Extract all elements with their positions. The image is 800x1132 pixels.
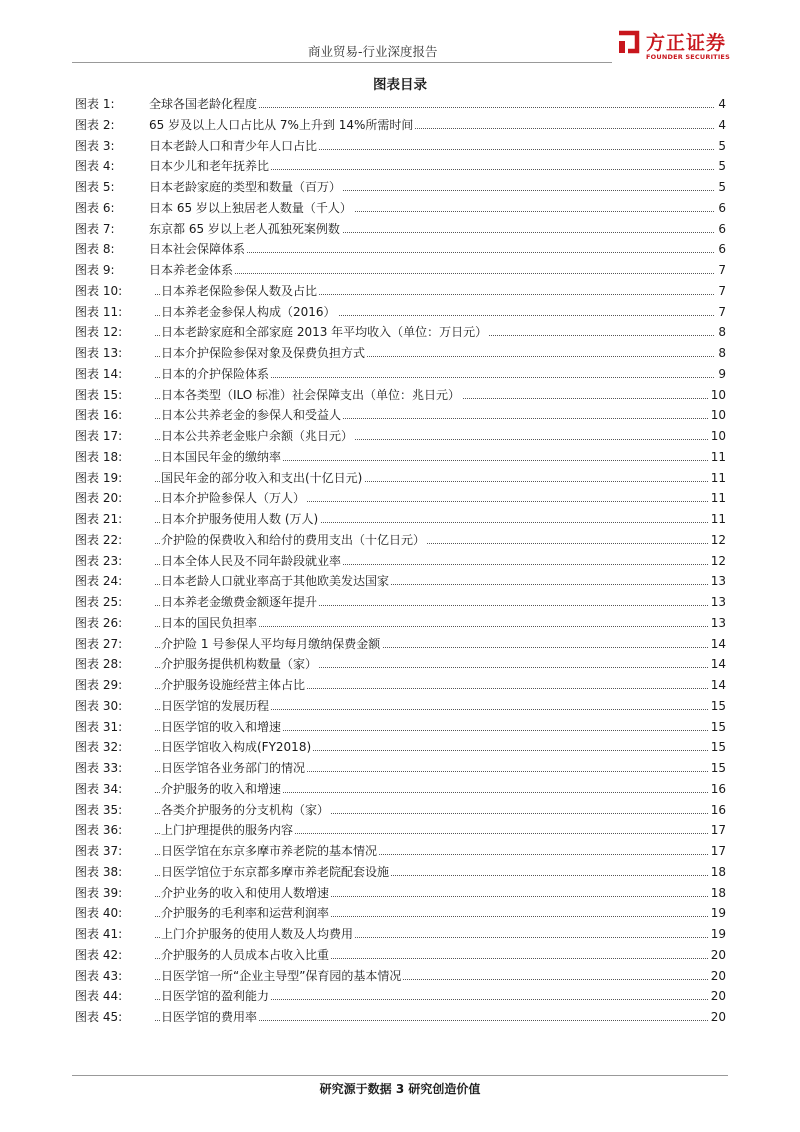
toc-entry-label: 图表 21:	[75, 512, 123, 526]
toc-entry-label: 图表 23:	[75, 553, 123, 568]
toc-entry-page[interactable]: 7	[716, 302, 726, 323]
toc-entry-title[interactable]: 日本老龄家庭和全部家庭 2013 年平均收入（单位：万日元）	[161, 322, 489, 343]
toc-entry[interactable]	[75, 945, 726, 966]
toc-entry-label: 图表 20:	[75, 491, 123, 506]
toc-entry-title[interactable]: 日本介护保险参保对象及保费负担方式	[161, 343, 367, 364]
brand-logo	[616, 28, 736, 68]
toc-entry-label: 图表 33:	[75, 761, 123, 775]
toc-entry-title[interactable]: 日本 65 岁以上独居老人数量（千人）	[149, 198, 354, 219]
brand-name-en: FOUNDER SECURITIES	[646, 53, 730, 61]
toc-entry[interactable]	[75, 841, 726, 862]
toc-entry-page[interactable]: 15	[709, 717, 726, 738]
toc-entry-label: 图表 32:	[75, 740, 123, 755]
toc-dot-leader	[155, 273, 714, 274]
toc-entry-label: 图表 15:	[75, 387, 123, 402]
toc-entry[interactable]	[75, 281, 726, 302]
toc-entry-page[interactable]: 8	[716, 322, 726, 343]
toc-entry-page[interactable]: 13	[709, 571, 726, 592]
toc-entry-label: 图表 25:	[75, 595, 123, 609]
toc-entry-label: 图表 22:	[75, 532, 123, 547]
toc-entry[interactable]	[75, 883, 726, 904]
toc-entry-title[interactable]: 日医学馆收入构成(FY2018)	[161, 737, 313, 758]
toc-entry[interactable]	[75, 717, 726, 738]
toc-entry[interactable]	[75, 343, 726, 364]
toc-entry[interactable]	[75, 820, 726, 841]
toc-entry-title[interactable]: 日医学馆的盈利能力	[161, 986, 271, 1007]
toc-entry[interactable]	[75, 779, 726, 800]
toc-entry-title[interactable]: 日医学馆一所“企业主导型”保育园的基本情况	[161, 966, 403, 987]
toc-entry[interactable]	[75, 696, 726, 717]
toc-entry-page[interactable]: 13	[709, 592, 726, 613]
toc-entry-label: 图表 16:	[75, 408, 123, 423]
toc-entry-page[interactable]: 15	[709, 758, 726, 779]
toc-entry-page[interactable]: 17	[709, 841, 726, 862]
toc-entry-page[interactable]: 18	[709, 883, 726, 904]
toc-entry-title[interactable]: 日医学馆的费用率	[161, 1007, 259, 1028]
toc-entry-page[interactable]: 12	[709, 530, 726, 551]
toc-entry-page[interactable]: 5	[716, 136, 726, 157]
toc-entry-page[interactable]: 6	[716, 198, 726, 219]
toc-entry-page[interactable]: 16	[709, 779, 726, 800]
toc-entry-label: 图表 29:	[75, 678, 123, 692]
toc-entry-page[interactable]: 15	[709, 696, 726, 717]
toc-entry-title[interactable]: 日医学馆在东京多摩市养老院的基本情况	[161, 841, 379, 862]
toc-entry-page[interactable]: 14	[709, 634, 726, 655]
toc-entry[interactable]	[75, 551, 726, 572]
founder-logo-icon	[616, 30, 640, 56]
toc-entry-page[interactable]: 12	[709, 551, 726, 572]
toc-entry-title[interactable]: 日医学馆位于东京都多摩市养老院配套设施	[161, 862, 391, 883]
table-of-figures	[75, 94, 726, 1028]
toc-entry[interactable]	[75, 530, 726, 551]
toc-entry-page[interactable]: 11	[709, 468, 726, 489]
toc-entry[interactable]	[75, 468, 726, 489]
toc-entry-page[interactable]: 10	[709, 426, 726, 447]
footer-divider	[72, 1075, 728, 1076]
toc-entry-page[interactable]: 4	[716, 94, 726, 115]
toc-entry-page[interactable]: 11	[709, 509, 726, 530]
toc-entry-title[interactable]: 日本养老金体系	[149, 260, 235, 281]
toc-entry-label: 图表 26:	[75, 615, 123, 630]
toc-entry-label: 图表 27:	[75, 636, 123, 651]
toc-entry-label: 图表 7:	[75, 221, 115, 236]
toc-entry[interactable]	[75, 800, 726, 821]
toc-entry[interactable]	[75, 924, 726, 945]
toc-entry-title[interactable]: 日医学馆的发展历程	[161, 696, 271, 717]
toc-entry-label: 图表 30:	[75, 698, 123, 713]
toc-entry-title[interactable]: 日本老龄人口和青少年人口占比	[149, 136, 319, 157]
toc-entry-title[interactable]: 介护险 1 号参保人平均每月缴纳保费金额	[161, 634, 382, 655]
toc-entry-label: 图表 6:	[75, 200, 115, 215]
toc-entry-page[interactable]: 18	[709, 862, 726, 883]
toc-entry-page[interactable]: 14	[709, 654, 726, 675]
toc-entry[interactable]	[75, 239, 726, 260]
toc-entry-label: 图表 1:	[75, 97, 115, 111]
toc-entry[interactable]	[75, 426, 726, 447]
toc-entry[interactable]	[75, 447, 726, 468]
toc-entry-label: 图表 28:	[75, 657, 123, 672]
toc-entry-title[interactable]: 日本的介护保险体系	[161, 364, 271, 385]
toc-entry[interactable]	[75, 198, 726, 219]
toc-entry-page[interactable]: 19	[709, 903, 726, 924]
toc-entry[interactable]	[75, 385, 726, 406]
toc-entry-label: 图表 13:	[75, 346, 123, 360]
toc-entry-label: 图表 44:	[75, 989, 123, 1004]
toc-entry-label: 图表 19:	[75, 470, 123, 485]
toc-entry[interactable]	[75, 571, 726, 592]
toc-entry[interactable]	[75, 654, 726, 675]
toc-entry-label: 图表 42:	[75, 947, 123, 962]
toc-entry-page[interactable]: 8	[716, 343, 726, 364]
toc-entry-title[interactable]: 65 岁及以上人口占比从 7%上升到 14%所需时间	[149, 115, 415, 136]
toc-entry-label: 图表 38:	[75, 864, 123, 879]
toc-entry[interactable]	[75, 634, 726, 655]
toc-entry-page[interactable]: 20	[709, 966, 726, 987]
toc-entry[interactable]	[75, 737, 726, 758]
toc-entry-page[interactable]: 19	[709, 924, 726, 945]
toc-entry-label: 图表 34:	[75, 781, 123, 796]
toc-entry[interactable]	[75, 986, 726, 1007]
toc-entry[interactable]	[75, 94, 726, 115]
toc-entry-title[interactable]: 介护服务提供机构数量（家）	[161, 654, 319, 675]
toc-entry-page[interactable]: 13	[709, 613, 726, 634]
toc-entry[interactable]	[75, 862, 726, 883]
toc-entry-page[interactable]: 7	[716, 281, 726, 302]
toc-entry-label: 图表 4:	[75, 159, 115, 174]
toc-entry-title[interactable]: 日本少儿和老年抚养比	[149, 156, 271, 177]
toc-entry-label: 图表 12:	[75, 325, 123, 340]
toc-entry-label: 图表 39:	[75, 885, 123, 900]
report-type-label: 商业贸易-行业深度报告	[308, 44, 438, 59]
toc-entry-label: 图表 31:	[75, 719, 123, 734]
toc-entry-title[interactable]: 上门护理提供的服务内容	[161, 820, 295, 841]
toc-entry-page[interactable]: 14	[709, 675, 726, 696]
toc-entry-title[interactable]: 日本介护服务使用人数 (万人)	[161, 509, 320, 530]
toc-entry-page[interactable]: 10	[709, 405, 726, 426]
toc-entry-label: 图表 37:	[75, 844, 123, 858]
toc-entry-title[interactable]: 介护服务的收入和增速	[161, 779, 283, 800]
toc-entry[interactable]	[75, 219, 726, 240]
toc-entry[interactable]	[75, 758, 726, 779]
toc-entry-title[interactable]: 各类介护服务的分支机构（家）	[161, 800, 331, 821]
toc-entry-title[interactable]: 全球各国老龄化程度	[149, 94, 259, 115]
toc-entry-label: 图表 3:	[75, 138, 115, 153]
toc-entry-title[interactable]: 日本养老金缴费金额逐年提升	[161, 592, 319, 613]
toc-entry-page[interactable]: 20	[709, 945, 726, 966]
toc-title: 图表目录	[373, 77, 427, 93]
toc-entry-label: 图表 14:	[75, 366, 123, 381]
toc-entry-label: 图表 2:	[75, 117, 115, 132]
toc-entry-title[interactable]: 日医学馆各业务部门的情况	[161, 758, 307, 779]
toc-entry-title[interactable]: 日本养老保险参保人数及占比	[161, 281, 319, 302]
toc-entry[interactable]	[75, 613, 726, 634]
toc-entry-page[interactable]: 6	[716, 219, 726, 240]
toc-entry-title[interactable]: 介护业务的收入和使用人数增速	[161, 883, 331, 904]
toc-entry-label: 图表 9:	[75, 263, 115, 277]
toc-entry-title[interactable]: 介护服务设施经营主体占比	[161, 675, 307, 696]
toc-entry-page[interactable]: 10	[709, 385, 726, 406]
toc-entry-title[interactable]: 日本社会保障体系	[149, 239, 247, 260]
toc-entry-page[interactable]: 16	[709, 800, 726, 821]
toc-entry-page[interactable]: 7	[716, 260, 726, 281]
toc-entry-title[interactable]: 日本国民年金的缴纳率	[161, 447, 283, 468]
toc-entry-label: 图表 11:	[75, 304, 123, 319]
toc-entry[interactable]	[75, 509, 726, 530]
toc-entry-title[interactable]: 介护服务的毛利率和运营利润率	[161, 903, 331, 924]
toc-entry-label: 图表 10:	[75, 283, 123, 298]
toc-entry-title[interactable]: 日本老龄家庭的类型和数量（百万）	[149, 177, 343, 198]
toc-entry[interactable]	[75, 592, 726, 613]
toc-entry-page[interactable]: 17	[709, 820, 726, 841]
toc-entry-title[interactable]: 日本介护险参保人（万人）	[161, 488, 307, 509]
toc-entry-label: 图表 17:	[75, 429, 123, 443]
toc-entry-page[interactable]: 11	[709, 447, 726, 468]
toc-entry[interactable]	[75, 488, 726, 509]
toc-entry-label: 图表 5:	[75, 180, 115, 194]
toc-entry[interactable]	[75, 260, 726, 281]
toc-entry[interactable]	[75, 115, 726, 136]
toc-entry-page[interactable]: 9	[716, 364, 726, 385]
toc-entry-title[interactable]: 东京都 65 岁以上老人孤独死案例数	[149, 219, 342, 240]
toc-entry[interactable]	[75, 966, 726, 987]
toc-entry[interactable]	[75, 364, 726, 385]
toc-entry-page[interactable]: 20	[709, 1007, 726, 1028]
toc-entry[interactable]	[75, 177, 726, 198]
toc-entry[interactable]	[75, 156, 726, 177]
toc-entry-label: 图表 40:	[75, 906, 123, 921]
toc-entry-label: 图表 35:	[75, 802, 123, 817]
toc-entry-page[interactable]: 20	[709, 986, 726, 1007]
toc-entry-label: 图表 43:	[75, 968, 123, 983]
brand-name-cn: 方正证券	[646, 32, 727, 54]
toc-entry-title[interactable]: 介护险的保费收入和给付的费用支出（十亿日元）	[161, 530, 427, 551]
toc-entry-title[interactable]: 日本公共养老金账户余额（兆日元）	[161, 426, 355, 447]
toc-entry-title[interactable]: 国民年金的部分收入和支出(十亿日元)	[161, 468, 364, 489]
toc-entry-title[interactable]: 日本养老金参保人构成（2016）	[161, 302, 338, 323]
toc-entry[interactable]	[75, 903, 726, 924]
toc-entry-page[interactable]: 5	[716, 156, 726, 177]
toc-entry-label: 图表 36:	[75, 823, 123, 838]
toc-entry[interactable]	[75, 322, 726, 343]
toc-entry[interactable]	[75, 675, 726, 696]
toc-entry-label: 图表 45:	[75, 1010, 123, 1024]
toc-entry-label: 图表 41:	[75, 927, 123, 941]
toc-entry-page[interactable]: 11	[709, 488, 726, 509]
header-divider	[72, 62, 612, 63]
toc-entry[interactable]	[75, 405, 726, 426]
toc-entry-title[interactable]: 日本老龄人口就业率高于其他欧美发达国家	[161, 571, 391, 592]
toc-entry-title[interactable]: 日本全体人民及不同年龄段就业率	[161, 551, 343, 572]
toc-entry-label: 图表 8:	[75, 242, 115, 257]
toc-entry-label: 图表 18:	[75, 449, 123, 464]
toc-entry-title[interactable]: 介护服务的人员成本占收入比重	[161, 945, 331, 966]
toc-entry-page[interactable]: 4	[716, 115, 726, 136]
toc-entry-title[interactable]: 日本公共养老金的参保人和受益人	[161, 405, 343, 426]
toc-entry-title[interactable]: 上门介护服务的使用人数及人均费用	[161, 924, 355, 945]
toc-entry[interactable]	[75, 1007, 726, 1028]
toc-entry[interactable]	[75, 302, 726, 323]
toc-entry[interactable]	[75, 136, 726, 157]
toc-entry-title[interactable]: 日本的国民负担率	[161, 613, 259, 634]
toc-entry-page[interactable]: 6	[716, 239, 726, 260]
toc-entry-page[interactable]: 15	[709, 737, 726, 758]
toc-entry-label: 图表 24:	[75, 574, 123, 589]
footer-slogan: 研究源于数据 3 研究创造价值	[319, 1082, 481, 1096]
toc-entry-title[interactable]: 日本各类型（ILO 标准）社会保障支出（单位：兆日元）	[161, 385, 462, 406]
toc-entry-page[interactable]: 5	[716, 177, 726, 198]
toc-entry-title[interactable]: 日医学馆的收入和增速	[161, 717, 283, 738]
